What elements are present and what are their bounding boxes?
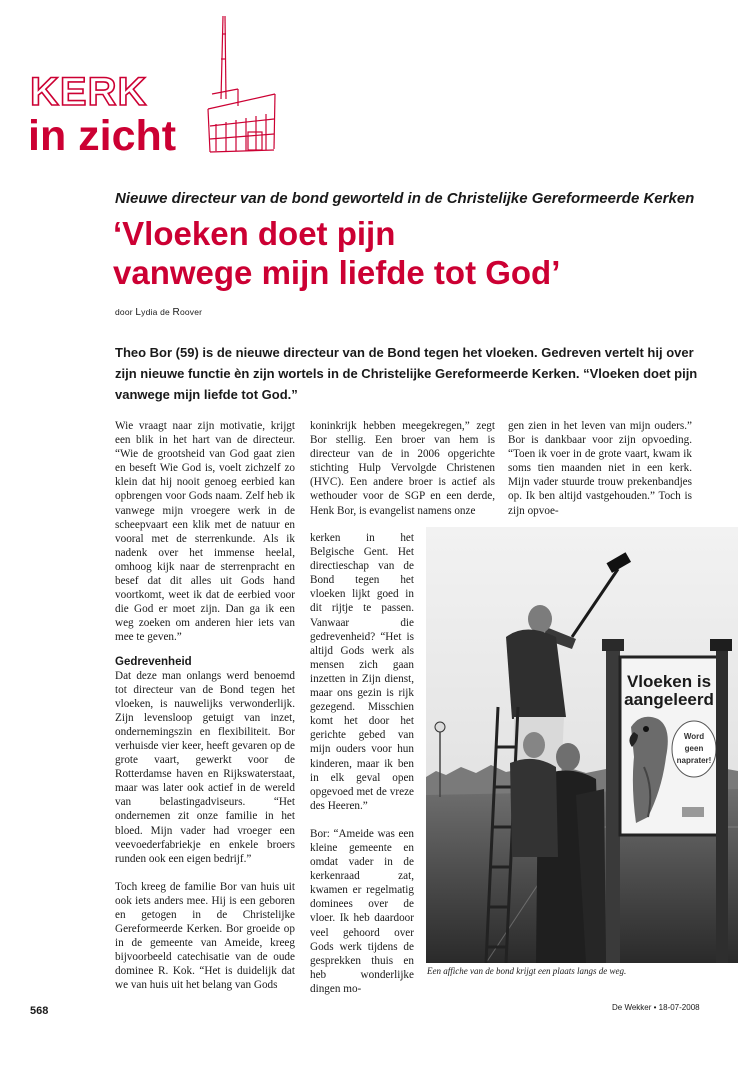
photo-caption: Een affiche van de bond krijgt een plaats langs de weg. (427, 966, 627, 976)
byline-door: door (115, 307, 136, 317)
section-logo-in-zicht: in zicht (28, 112, 177, 160)
bubble-text-line-2: geen (684, 744, 704, 753)
byline-oover: oover (179, 307, 203, 317)
article-photo (426, 527, 738, 963)
bubble-text-line-1: Word (683, 732, 705, 741)
article-intro: Theo Bor (59) is de nieuwe directeur van de Bond tegen het vloeken. Gedreven vertelt hij over zijn nieuwe functie èn zijn wortels in de Christelijke Gereformeerde Kerken. “Vloeken doet pijn vanwege mijn liefde tot God.” (115, 345, 698, 402)
byline-initial-r: R (172, 307, 180, 318)
byline (115, 307, 202, 318)
paragraph: Bor: “Ameide was een kleine gemeente en omdat vader in de kerkenraad zat, kwamen er regelmatig dominees over de vloer. Ik heb daardoor veel gehoord over Gods werk tijdens de gesprekken thuis en heb wonderlijke dingen mo- (310, 827, 414, 995)
byline-ydia: ydia de (141, 307, 173, 317)
paragraph: koninkrijk hebben meegekregen,” zegt Bor stellig. Een broer van hem is directeur van de in 2006 opgerichte stichting Hulp Vervolgde Christenen (HVC). Een andere broer is actief als wethouder voor de SGP en een derde, Henk Bor, is evangelist namens onze (310, 420, 495, 517)
paragraph: Wie vraagt naar zijn motivatie, krijgt een blik in het hart van de directeur. “Wie de grootsheid van God gaat zien en beseft Wie God is, voelt zichzelf zo klein dat hij nooit genoeg eerbied kan opbrengen voor Gods naam. Zelf heb ik vanwege mijn vroegere werk in de scheepvaart een klik met de natuur en vooral met de sterrenkunde. Als ik nadenk over het immense heelal, omhoog kijk naar de sterrenpracht en besef dat dit alles uit Gods hand voortkomt, weet ik dat de eerbied voor die God er moet zijn. Dan ga ik een weg zoeken om anderen hier iets van mee te geven.” (115, 420, 295, 644)
article-column-1 (115, 419, 295, 993)
poster-text-line-1: Vloeken is (626, 672, 712, 691)
paragraph: Dat deze man onlangs werd benoemd tot directeur van de Bond tegen het vloeken, is nauwelijks verwonderlijk. Zijn levensloop getuigt van inzet, ondernemingszin en flexibiliteit. Bor verhuisde vier keer, heeft gevaren op de grote vaart, gewerkt voor de Rotterdamse haven en Rijkswaterstaat, maar was later ook actief in de wereld van belastingadviseurs. “Het ondernemen zit onze familie in het bloed. Mijn vader had vroeger een veevoederfabriekje en enkele broers runden ook een eigen bedrijf.” (115, 669, 295, 865)
page-number: 568 (30, 1005, 49, 1017)
paragraph: kerken in het Belgische Gent. Het directieschap van de Bond tegen het vloeken lijkt goed in dit rijtje te passen. Vanwaar die gedrevenheid? “Het is altijd Gods werk als mensen zich gaan inzetten in Zijn dienst, maar ons gezin is rijk gezegend. Misschien komt het door het gerichte gebed van mijn ouders voor hun kinderen, maar ik ben in elk geval open opgevoed met de vreze des Heeren.” (310, 532, 414, 812)
headline-line-2: vanwege mijn liefde tot God’ (113, 254, 561, 291)
poster-text-line-2: aangeleerd (624, 690, 714, 709)
sign-post-right (716, 647, 728, 963)
bubble-text-line-3: naprater! (676, 756, 712, 765)
sign-post-left (606, 647, 620, 963)
article-column-2-top (310, 419, 495, 518)
article-column-2-narrow (310, 531, 414, 996)
road-sign-icon (435, 722, 445, 732)
article-kicker: Nieuwe directeur van de bond geworteld in de Christelijke Gereformeerde Kerken (115, 190, 695, 207)
paragraph: Toch kreeg de familie Bor van huis uit ook iets anders mee. Hij is een geboren en getogen in de Christelijke Gereformeerde Kerken. Bor groeide op in de gemeente van Ameide, kreeg bijvoorbeeld catechisatie van de oude dominee R. Kok. “Het is duidelijk dat we van huis uit het belang van Gods (115, 880, 295, 992)
church-logo-icon (190, 14, 290, 164)
paragraph: gen zien in het leven van mijn ouders.” Bor is dankbaar voor zijn opvoeding. “Toen ik voer in de grote vaart, kwam ik soms tien maanden niet in een kerk. Mijn vader stuurde trouw prekenbandjes op. Ik ben altijd vastgehouden.” Toch is zijn opvoe- (508, 420, 692, 517)
publication-footer: De Wekker • 18-07-2008 (612, 1003, 700, 1012)
section-logo-kerk: KERK (30, 70, 148, 114)
subheading-gedrevenheid: Gedrevenheid (115, 655, 192, 668)
byline-initial-l: L (135, 307, 142, 318)
article-headline (113, 214, 723, 292)
article-column-3 (508, 419, 692, 518)
headline-line-1: ‘Vloeken doet pijn (113, 215, 396, 252)
